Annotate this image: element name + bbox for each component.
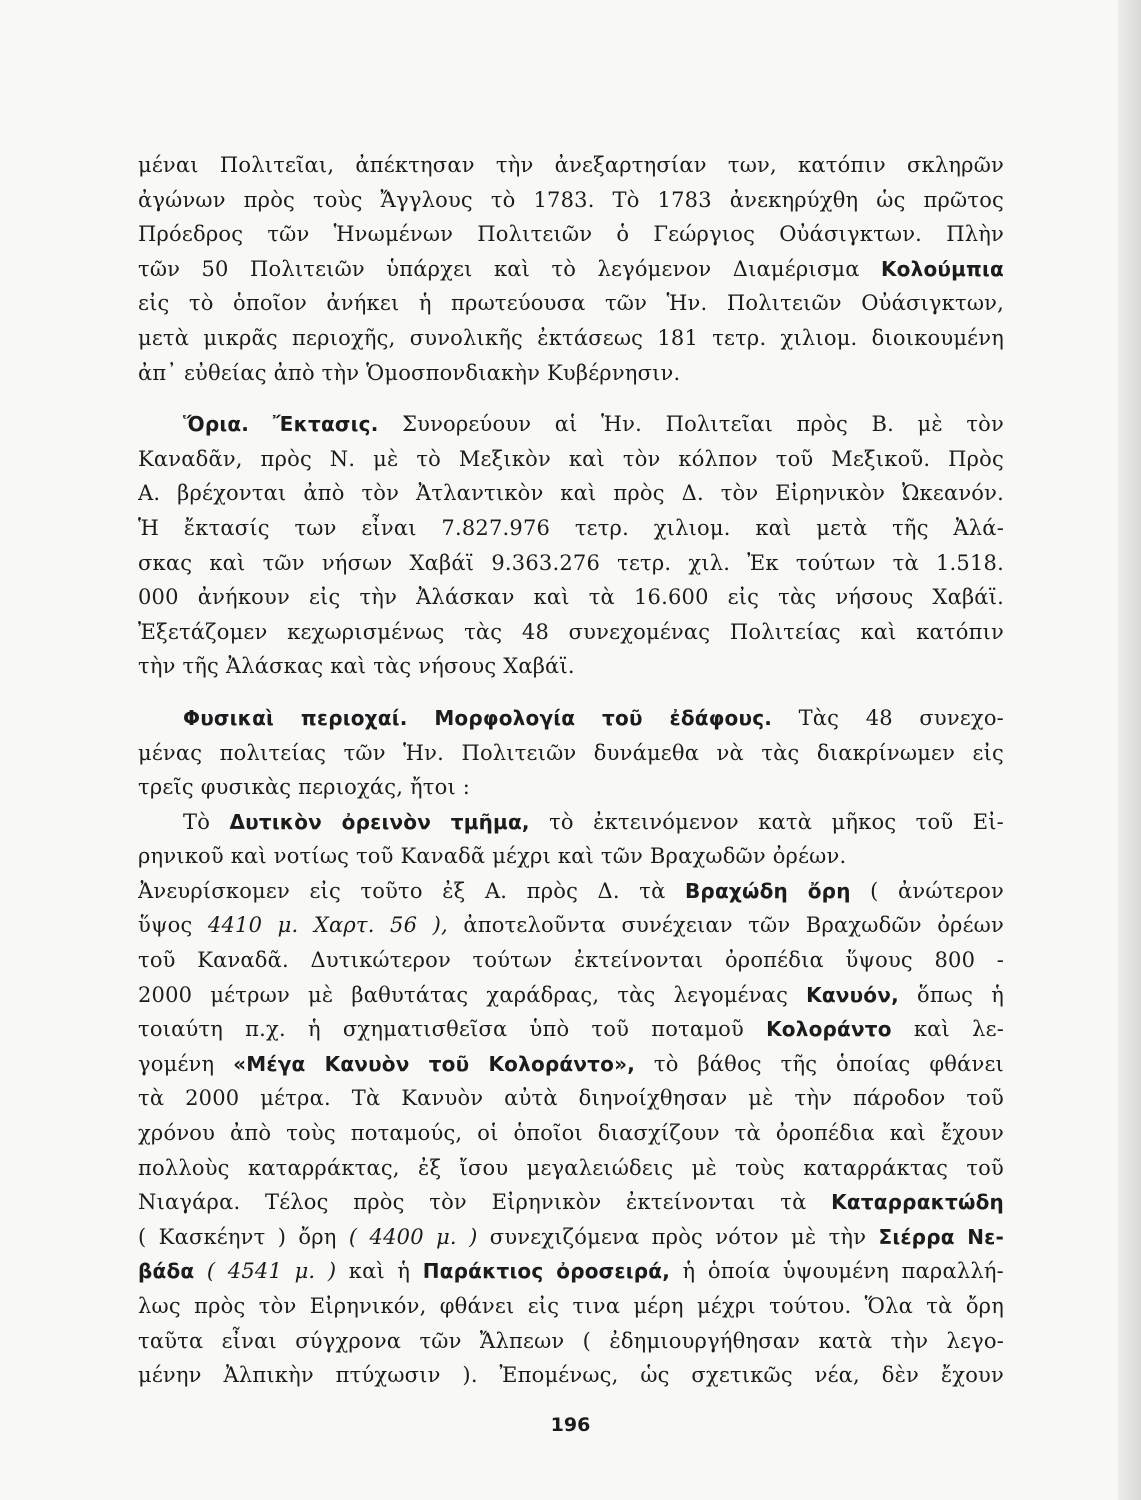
text-line: 000 ἀνήκουν εἰς τὴν Ἀλάσκαν καὶ τὰ 16.600 εἰς τὰς νήσους Χαβάϊ. [138,585,1004,610]
bold-term: Κολούμπια [880,256,1004,281]
text-run: Τὰς 48 συνεχο- [798,705,1004,730]
text-line: ταῦτα εἶναι σύγχρονα τῶν Ἄλπεων ( ἐδημιουργήθησαν κατὰ τὴν λεγο- [138,1328,1004,1353]
text-line: εἰς τὸ ὁποῖον ἀνήκει ἡ πρωτεύουσα τῶν Ἡν. Πολιτειῶν Οὐάσιγκτων, [138,291,1004,316]
text-run: τὸ ἐκτεινόμενον κατὰ μῆκος τοῦ Εἰ- [549,809,1004,834]
text-line: τρεῖς φυσικὰς περιοχάς, ἤτοι : [138,775,471,800]
text-line: τὴν τῆς Ἀλάσκας καὶ τὰς νήσους Χαβάϊ. [138,654,575,679]
text-run: γομένη [138,1051,215,1076]
text-run: 2000 μέτρων μὲ βαθυτάτας χαράδρας, τὰς λεγομένας [138,982,789,1007]
bold-term: Σιέρρα Νε- [878,1224,1004,1249]
text-line [138,874,1004,909]
bold-term: Καταρρακτώδη [831,1190,1004,1215]
text-line [138,1185,1004,1220]
bold-term: Βραχώδη ὄρη [684,878,851,903]
text-line: χρόνου ἀπὸ τοὺς ποταμούς, οἱ ὁποῖοι διασχίζουν τὰ ὀροπέδια καὶ ἔχουν [138,1121,1004,1146]
bold-term: Κανυόν, [806,982,899,1007]
bold-term: Κολοράντο [766,1017,892,1042]
bold-term: Παράκτιος ὀροσειρά, [422,1259,671,1284]
text-line [138,1254,1004,1289]
paragraph-intro [138,148,1004,390]
bold-term: Δυτικὸν ὀρεινὸν τμῆμα, [229,809,530,834]
text-line: ἀγώνων πρὸς τοὺς Ἄγγλους τὸ 1783. Τὸ 1783 ἀνεκηρύχθη ὡς πρῶτος [138,187,1004,212]
text-run: τοιαύτη π.χ. ἡ σχηματισθεῖσα ὑπὸ τοῦ ποταμοῦ [138,1017,744,1042]
text-run: καὶ λε- [913,1017,1004,1042]
text-run: ( ἀνώτερον [870,878,1004,903]
text-line [138,701,1004,736]
text-line [138,252,1004,287]
text-line [138,1012,1004,1047]
text-line: Πρόεδρος τῶν Ἡνωμένων Πολιτειῶν ὁ Γεώργιος Οὐάσιγκτων. Πλὴν [138,222,1004,247]
text-run: Ἀνευρίσκομεν εἰς τοῦτο ἐξ Α. πρὸς Δ. τὰ [138,878,666,903]
paragraph-physical-regions [138,701,1004,805]
page-number: 196 [550,1414,591,1436]
text-run: τὸ βάθος τῆς ὁποίας φθάνει [653,1051,1004,1076]
text-line [138,1220,1004,1255]
text-run: ὕψος [138,913,193,938]
text-run: καὶ ἡ [348,1259,411,1284]
bold-term: «Μέγα Κανυὸν τοῦ Κολοράντο», [233,1051,635,1076]
text-line: τὰ 2000 μέτρα. Τὰ Κανυὸν αὐτὰ διηνοίχθησαν μὲ τὴν πάροδον τοῦ [138,1086,1004,1111]
italic-note: ( 4400 μ. ) [348,1224,478,1249]
text-run: ἀποτελοῦντα συνέχειαν τῶν Βραχωδῶν ὀρέων [463,913,1004,938]
section-heading: Ὅρια. Ἔκτασις. [183,412,379,437]
italic-note: 4410 μ. Χαρτ. 56 ), [207,913,448,938]
text-line: ρηνικοῦ καὶ νοτίως τοῦ Καναδᾶ μέχρι καὶ τῶν Βραχωδῶν ὀρέων. [138,844,847,869]
text-line: ἀπ᾽ εὐθείας ἀπὸ τὴν Ὁμοσπονδιακὴν Κυβέρνησιν. [138,360,681,385]
text-line [138,978,1004,1013]
text-line: μέναι Πολιτεῖαι, ἀπέκτησαν τὴν ἀνεξαρτησίαν των, κατόπιν σκληρῶν [138,153,1004,177]
text-line: Καναδᾶν, πρὸς Ν. μὲ τὸ Μεξικὸν καὶ τὸν κόλπον τοῦ Μεξικοῦ. Πρὸς [138,446,1004,471]
text-line: λως πρὸς τὸν Εἰρηνικόν, φθάνει εἰς τινα μέρη μέχρι τούτου. Ὅλα τὰ ὄρη [138,1294,1004,1318]
text-line: τοῦ Καναδᾶ. Δυτικώτερον τούτων ἐκτείνονται ὀροπέδια ὕψους 800 - [138,948,1004,973]
text-run: ἡ ὁποία ὑψουμένη παραλλή- [682,1259,1004,1284]
paragraph-borders-area [138,407,1004,684]
text-line: Ἡ ἔκτασίς των εἶναι 7.827.976 τετρ. χιλιομ. καὶ μετὰ τῆς Ἀλά- [138,515,1004,540]
text-line [138,805,1004,840]
text-run: συνεχιζόμενα πρὸς νότον μὲ τὴν [489,1224,867,1249]
text-line: σκας καὶ τῶν νήσων Χαβάϊ 9.363.276 τετρ. χιλ. Ἐκ τούτων τὰ 1.518. [138,550,1004,575]
text-line [138,1047,1004,1082]
text-run: ὅπως ἡ [916,982,1004,1007]
text-line [138,908,1004,943]
text-line: πολλοὺς καταρράκτας, ἐξ ἴσου μεγαλειώδεις μὲ τοὺς καταρράκτας τοῦ [138,1155,1004,1180]
text-line: μένας πολιτείας τῶν Ἡν. Πολιτειῶν δυνάμεθα νὰ τὰς διακρίνωμεν εἰς [138,740,1004,765]
text-line [138,407,1004,442]
text-run: Συνορεύουν αἱ Ἡν. Πολιτεῖαι πρὸς Β. μὲ τὸν [402,412,1004,437]
page-edge [1118,0,1141,1500]
page-text [138,148,1004,1393]
section-heading: Φυσικαὶ περιοχαί. Μορφολογία τοῦ ἐδάφους. [183,705,773,730]
bold-term: βάδα [138,1259,195,1284]
text-run: Νιαγάρα. Τέλος πρὸς τὸν Εἰρηνικὸν ἐκτείνονται τὰ [138,1190,807,1215]
paragraph-western-mountains [138,805,1004,1393]
text-line: μετὰ μικρᾶς περιοχῆς, συνολικῆς ἐκτάσεως 181 τετρ. χιλιομ. διοικουμένη [138,325,1004,350]
text-line: μένην Ἀλπικὴν πτύχωσιν ). Ἐπομένως, ὡς σχετικῶς νέα, δὲν ἔχουν [138,1363,1004,1388]
text-run: ( Κασκέηντ ) ὄρη [138,1224,337,1249]
italic-note: ( 4541 μ. ) [206,1259,337,1284]
text-line: Α. βρέχονται ἀπὸ τὸν Ἀτλαντικὸν καὶ πρὸς Δ. τὸν Εἰρηνικὸν Ὠκεανόν. [138,481,1004,506]
text-run: τῶν 50 Πολιτειῶν ὑπάρχει καὶ τὸ λεγόμενον Διαμέρισμα [138,256,860,281]
text-run: Τὸ [183,809,211,834]
text-line: Ἐξετάζομεν κεχωρισμένως τὰς 48 συνεχομένας Πολιτείας καὶ κατόπιν [138,619,1004,644]
